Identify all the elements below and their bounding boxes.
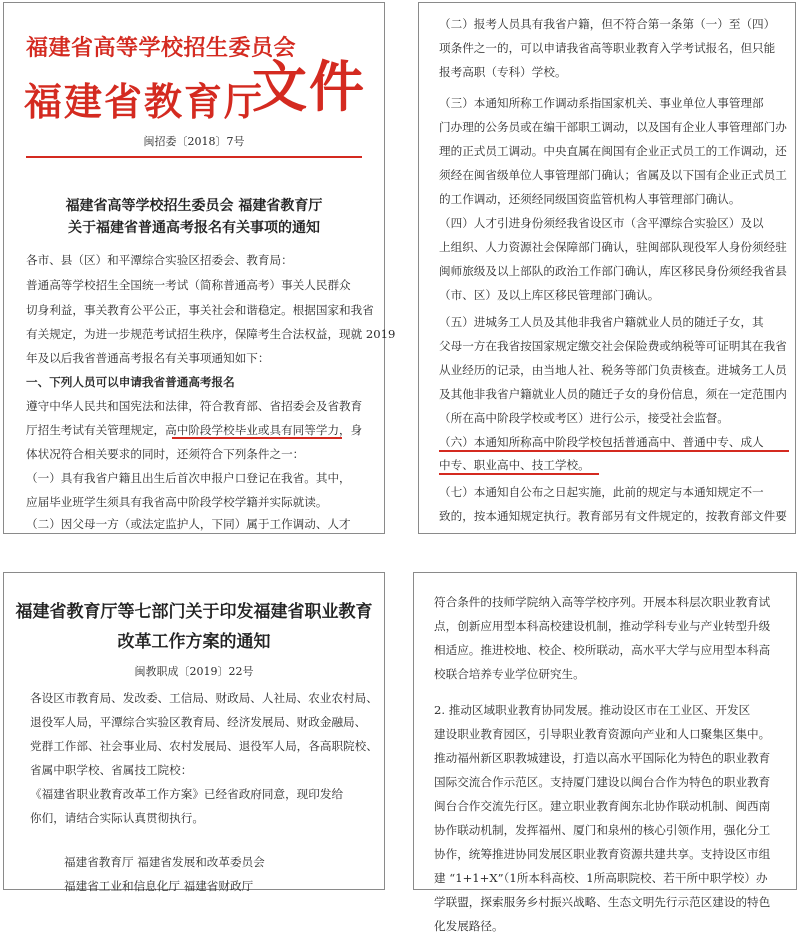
body-line: 理的正式员工调动。中央直属在闽国有企业正式员工的工作调动，还 — [439, 144, 787, 158]
body-line: 父母一方在我省按国家规定缴交社会保险费或纳税等可证明其在我省 — [439, 339, 787, 353]
notice-title-line-2: 关于福建省普通高考报名有关事项的通知 — [68, 220, 320, 236]
body-line: 相适应。推进校地、校企、校所联动，高水平大学与应用型本科高 — [434, 643, 771, 657]
body-line: 年及以后我省普通高考报名有关事项通知如下： — [26, 351, 270, 365]
body-line: 上组织、人力资源社会保障部门确认，驻闽部队现役军人身份须经驻 — [439, 240, 787, 254]
highlight-underline — [172, 437, 342, 439]
body-line: 切身利益，事关教育公平公正，事关社会和谐稳定。根据国家和我省 — [26, 303, 374, 317]
document-number: 闽招委〔2018〕7号 — [143, 135, 245, 148]
body-line: （二）因父母一方（或法定监护人，下同）属于工作调动、人才 — [26, 517, 351, 531]
body-line: 闽台合作交流先行区。建立职业教育闽东北协作联动机制、闽西南 — [434, 799, 771, 813]
body-line: 须经在闽省级单位人事管理部门确认；省属及以下国有企业正式员工 — [439, 168, 787, 182]
notice-title-line-1: 福建省高等学校招生委员会 福建省教育厅 — [65, 198, 323, 214]
body-line: （所在高中阶段学校或考区）进行公示，接受社会监督。 — [439, 411, 729, 425]
body-line: 退役军人局，平潭综合实验区教育局、经济发展局、财政金融局、 — [30, 715, 367, 729]
body-line: 致的，按本通知规定执行。教育部另有文件规定的，按教育部文件要 — [439, 509, 787, 523]
body-line: 各市、县（区）和平潭综合实验区招委会、教育局： — [26, 253, 293, 267]
body-line: 化发展路径。 — [434, 919, 504, 933]
body-line: 及其他非我省户籍就业人员的随迁子女的身份信息，须在一定范围内 — [439, 387, 787, 401]
body-line: 国际交流合作示范区。支持厦门建设以闽台合作为特色的职业教育 — [434, 775, 771, 789]
issuer-line-2: 福建省教育厅 — [24, 80, 265, 124]
section-heading: 一、下列人员可以申请我省普通高考报名 — [26, 375, 235, 389]
body-line: 党群工作部、社会事业局、农村发展局、退役军人局，各高职院校、 — [30, 739, 378, 753]
body-line: 普通高等学校招生全国统一考试（简称普通高考）事关人民群众 — [26, 278, 351, 292]
body-line: 省属中职学校、省属技工院校： — [30, 763, 193, 777]
body-line: 协作，统筹推进协同发展区职业教育资源共建共享。支持设区市组 — [434, 847, 771, 861]
body-line: 厅招生考试有关管理规定，高中阶段学校毕业或具有同等学力，身 — [26, 423, 363, 437]
signatory-line: 福建省教育厅 福建省发展和改革委员会 — [64, 855, 265, 869]
body-line: 协作联动机制，发挥福州、厦门和泉州的核心引领作用，强化分工 — [434, 823, 771, 837]
body-line: 建设职业教育园区，引导职业教育资源向产业和人口聚集区集中。 — [434, 727, 771, 741]
body-line: （三）本通知所称工作调动系指国家机关、事业单位人事管理部 — [439, 96, 764, 110]
body-line: 报考高职（专科）学校。 — [439, 65, 567, 79]
body-line: （六）本通知所称高中阶段学校包括普通高中、普通中专、成人 — [439, 435, 764, 449]
body-line: 2. 推动区域职业教育协同发展。推动设区市在工业区、开发区 — [434, 703, 751, 717]
document-number: 闽教职成〔2019〕22号 — [134, 665, 254, 678]
body-line: （一）具有我省户籍且出生后首次申报户口登记在我省。其中， — [26, 471, 351, 485]
body-line: 体状况符合相关要求的同时，还须符合下列条件之一： — [26, 447, 305, 461]
body-line: （五）进城务工人员及其他非我省户籍就业人员的随迁子女，其 — [439, 315, 764, 329]
highlight-underline — [439, 473, 599, 475]
body-line: 你们，请结合实际认真贯彻执行。 — [30, 811, 204, 825]
notice-title-line-1: 福建省教育厅等七部门关于印发福建省职业教育 — [15, 602, 373, 622]
body-line: （二）报考人员具有我省户籍，但不符合第一条第（一）至（四） — [439, 17, 776, 31]
body-line: 应届毕业班学生须具有我省高中阶段学校学籍并实际就读。 — [26, 495, 328, 509]
body-line: 点，创新应用型本科高校建设机制，推动学科专业与产业转型升级 — [434, 619, 771, 633]
red-divider — [26, 156, 362, 158]
body-line: 有关规定，为进一步规范考试招生秩序，保障考生合法权益，现就 2019 — [26, 327, 396, 341]
notice-title-line-2: 改革工作方案的通知 — [117, 632, 271, 652]
body-line: 校联合培养专业学位研究生。 — [434, 667, 585, 681]
document-page-1 — [3, 2, 396, 534]
body-line: 建 “1+1+X”（1所本科高校、1所高职院校、若干所中职学校）办 — [434, 871, 768, 885]
body-line: 门办理的公务员或在编干部职工调动，以及国有企业人事管理部门办 — [439, 120, 787, 134]
body-line: 遵守中华人民共和国宪法和法律，符合教育部、省招委会及省教育 — [26, 399, 363, 413]
body-line: 各设区市教育局、发改委、工信局、财政局、人社局、农业农村局、 — [30, 691, 378, 705]
highlight-underline — [439, 450, 789, 452]
document-page-3 — [3, 572, 385, 893]
body-line: （市、区）及以上库区移民管理部门确认。 — [439, 288, 660, 302]
document-page-4 — [413, 572, 797, 933]
document-word: 文件 — [252, 54, 367, 119]
body-line: 闽师旅级及以上部队的政治工作部门确认，库区移民身份须经我省县 — [439, 264, 787, 278]
body-line: 从业经历的记录，由当地人社、税务等部门负责核查。进城务工人员 — [439, 363, 787, 377]
document-page-2 — [418, 2, 796, 534]
body-line: 项条件之一的，可以申请我省高等职业教育入学考试报名，但只能 — [439, 41, 776, 55]
signatory-line: 福建省工业和信息化厅 福建省财政厅 — [64, 879, 254, 893]
body-line: 推动福州新区职教城建设，打造以高水平国际化为特色的职业教育 — [434, 751, 771, 765]
body-line: （七）本通知自公布之日起实施，此前的规定与本通知规定不一 — [439, 485, 764, 499]
body-line: （四）人才引进身份须经我省设区市（含平潭综合实验区）及以 — [439, 216, 764, 230]
issuer-line-1: 福建省高等学校招生委员会 — [26, 36, 297, 61]
body-line: 《福建省职业教育改革工作方案》已经省政府同意，现印发给 — [30, 787, 344, 801]
body-line: 学联盟，探索服务乡村振兴战略、生态文明先行示范区建设的特色 — [434, 895, 771, 909]
body-line: 中专、职业高中、技工学校。 — [439, 458, 590, 472]
body-line: 符合条件的技师学院纳入高等学校序列。开展本科层次职业教育试 — [434, 595, 771, 609]
body-line: 的工作调动，还须经同级国资监管机构人事管理部门确认。 — [439, 192, 741, 206]
